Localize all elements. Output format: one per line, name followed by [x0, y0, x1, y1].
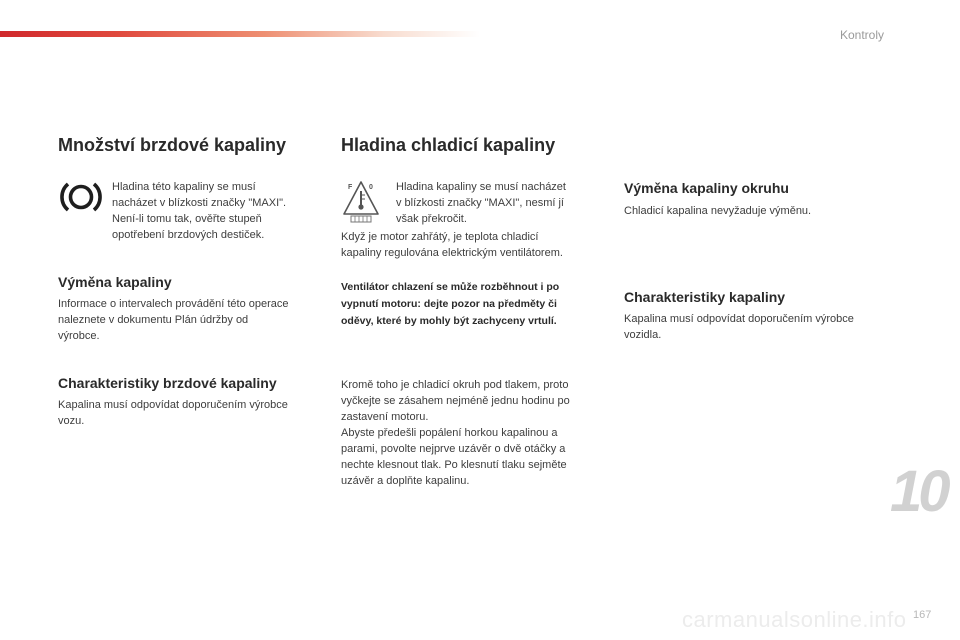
header-accent-bar — [0, 31, 480, 37]
section-label: Kontroly — [839, 28, 884, 42]
coolant-pressure-text — [341, 377, 570, 489]
coolant-hot-text — [341, 229, 563, 261]
text-line: parami, povolte nejprve uzávěr o dvě otáčky a — [341, 443, 566, 455]
text-line: výrobce. — [58, 330, 100, 342]
svg-text:F: F — [348, 184, 353, 191]
brake-fluid-intro — [112, 179, 286, 243]
coolant-title: Hladina chladicí kapaliny — [341, 135, 556, 155]
text-line: kapaliny regulována elektrickým ventilátorem. — [341, 247, 563, 259]
text-line: v blízkosti značky "MAXI", nesmí jí — [396, 197, 564, 209]
brake-fluid-spec-title: Charakteristiky brzdové kapaliny — [58, 375, 277, 391]
text-line: zastavení motoru. — [341, 411, 429, 423]
brake-fluid-replace-title: Výměna kapaliny — [58, 274, 172, 290]
chapter-number: 10 — [890, 459, 947, 524]
text-line: však překročit. — [396, 213, 467, 225]
text-line: Když je motor zahřátý, je teplota chladicí — [341, 231, 539, 243]
text-line: opotřebení brzdových destiček. — [112, 229, 265, 241]
circuit-spec-text — [624, 311, 854, 343]
text-line: Kromě toho je chladicí okruh pod tlakem, proto — [341, 379, 569, 391]
text-line: Kapalina musí odpovídat doporučením výrobce — [624, 313, 854, 325]
text-line: vyčkejte se zásahem nejméně jednu hodinu po — [341, 395, 570, 407]
text-line: vozu. — [58, 415, 85, 427]
text-line: Není-li tomu tak, ověřte stupeň — [112, 213, 262, 225]
text-line: oděvy, které by mohly být zachyceny vrtulí. — [341, 315, 557, 327]
text-line: nechte klesnout tlak. Po klesnutí tlaku sejměte — [341, 459, 567, 471]
text-line: Hladina této kapaliny se musí — [112, 181, 256, 193]
text-line: nacházet v blízkosti značky "MAXI". — [112, 197, 287, 209]
text-line: Ventilátor chlazení se může rozběhnout i po — [341, 281, 560, 293]
coolant-fan-warning — [341, 279, 559, 330]
watermark: carmanualsonline.info — [682, 607, 907, 632]
page-number: 167 — [913, 609, 932, 621]
brake-fluid-replace-text — [58, 296, 289, 344]
text-line: vypnutí motoru: dejte pozor na předměty či — [341, 298, 557, 310]
text-line: uzávěr a doplňte kapalinu. — [341, 475, 470, 487]
text-line: Kapalina musí odpovídat doporučením výrobce — [58, 399, 288, 411]
brake-warning-icon — [60, 180, 102, 214]
text-line: Hladina kapaliny se musí nacházet — [396, 181, 566, 193]
text-line: vozidla. — [624, 329, 662, 341]
brake-fluid-spec-text — [58, 397, 288, 429]
svg-text:0: 0 — [369, 184, 373, 191]
brake-fluid-title: Množství brzdové kapaliny — [58, 135, 287, 155]
circuit-spec-title: Charakteristiky kapaliny — [624, 289, 786, 305]
coolant-temperature-warning-icon — [341, 179, 381, 223]
text-line: Abyste předešli popálení horkou kapalinou a — [341, 427, 558, 439]
text-line: naleznete v dokumentu Plán údržby od — [58, 314, 249, 326]
circuit-replace-text: Chladicí kapalina nevyžaduje výměnu. — [624, 205, 812, 217]
text-line: Informace o intervalech provádění této operace — [58, 298, 289, 310]
coolant-intro — [396, 179, 566, 227]
circuit-replace-title: Výměna kapaliny okruhu — [624, 180, 789, 196]
